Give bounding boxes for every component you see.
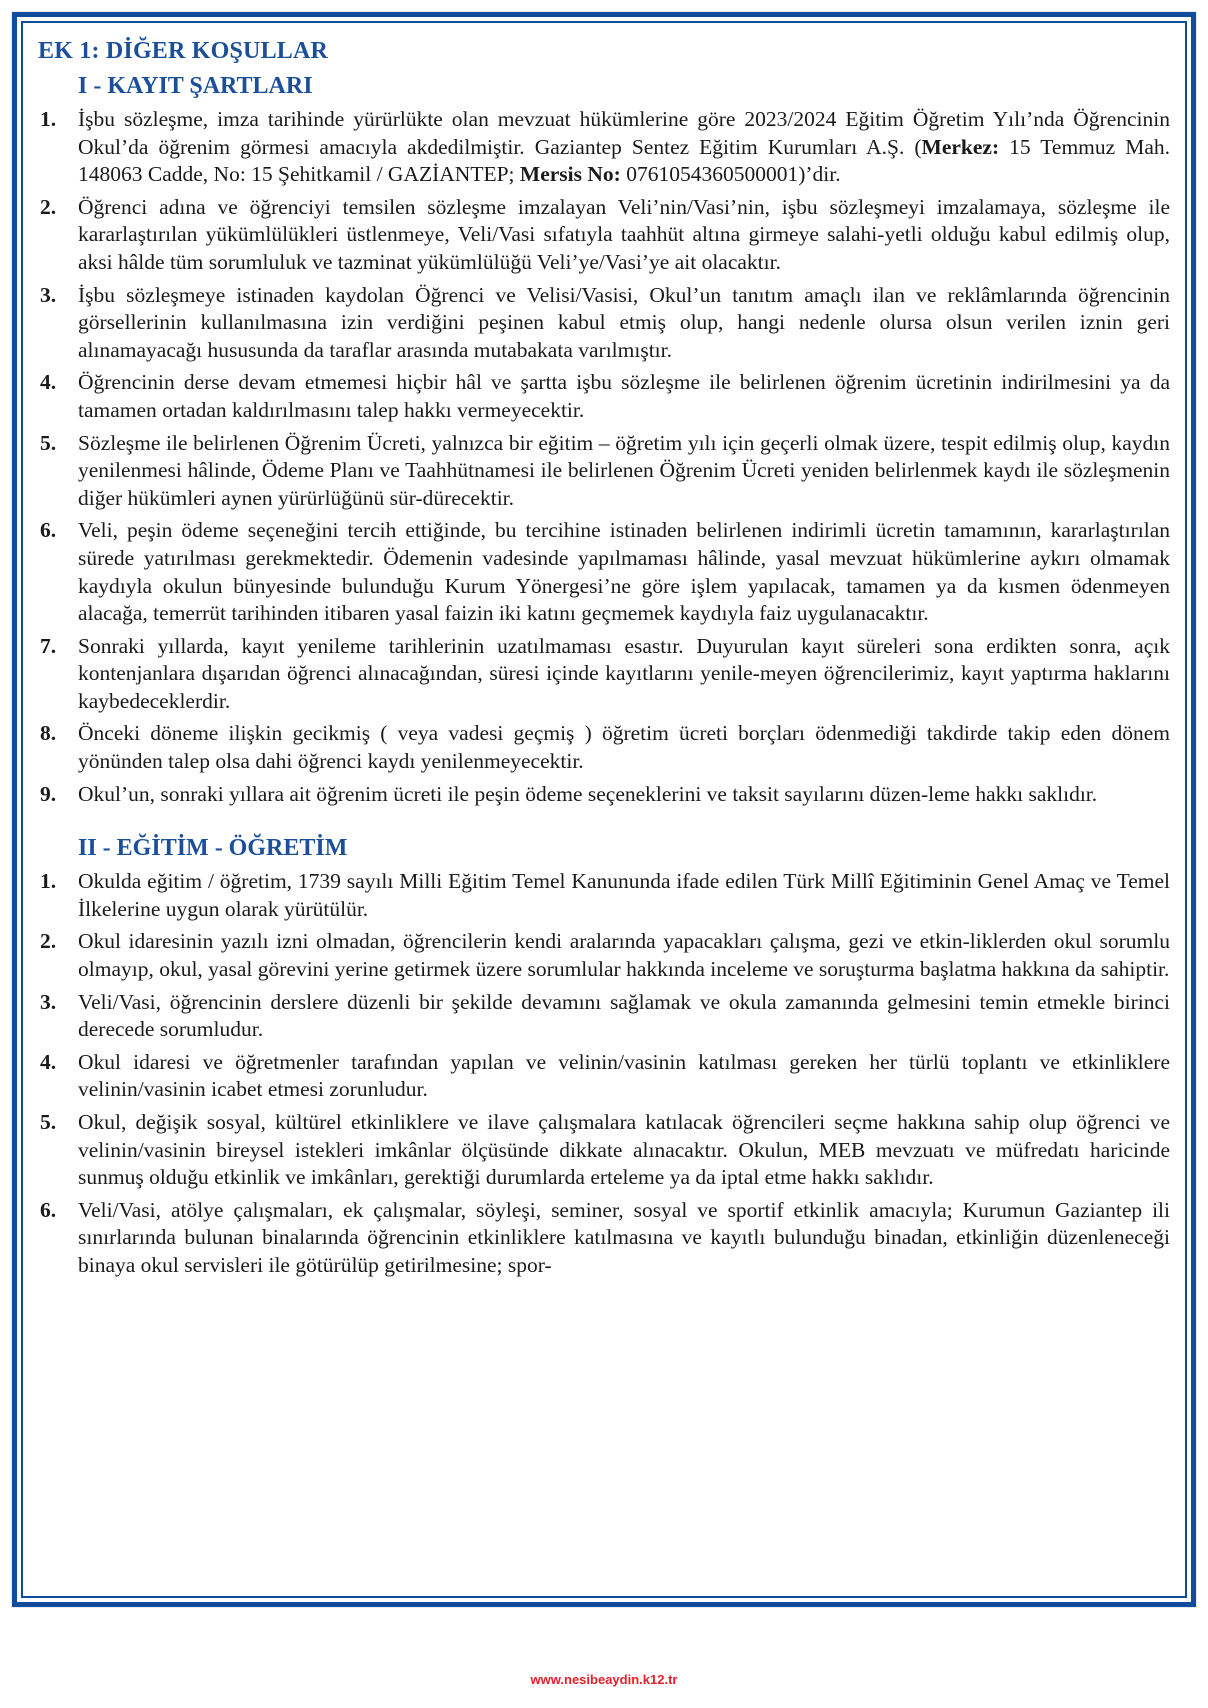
clause-number: 2. — [40, 929, 57, 954]
clause-item — [38, 1197, 1170, 1280]
clause-item — [38, 106, 1170, 189]
clause-text: Veli/Vasi, atölye çalışmaları, ek çalışmalar, söyleşi, seminer, sosyal ve sportif etkinlik amacıyla; Kurumun Gaziantep ili sınırlarında bulunan binalarında öğrencinin etkinliklere katılmasına ve kayıtlı bulunduğu binadan, etkinliğin düzenleneceği binaya okul servisleri ile götürülüp getirilmesine; spor- — [78, 1197, 1170, 1277]
document-content — [38, 34, 1170, 1285]
clause-text: Sonraki yıllarda, kayıt yenileme tarihlerinin uzatılmaması esastır. Duyurulan kayıt süreleri sona erdikten sonra, açık kontenjanlara dışarıdan öğrenci alınacağından, süresi içinde kayıtlarını yenile-meyen öğrencilerimiz, kayıt yaptırma haklarını kaybedeceklerdir. — [78, 633, 1170, 713]
clause-item — [38, 369, 1170, 424]
clause-number: 8. — [40, 721, 57, 746]
label-merkez: Merkez: — [921, 134, 1000, 159]
clause-list — [38, 868, 1170, 1279]
clause-item — [38, 868, 1170, 923]
clause-text: Öğrenci adına ve öğrenciyi temsilen sözleşme imzalayan Veli’nin/Vasi’nin, işbu sözleşmeyi imzalamaya, sözleşme ile kararlaştırılan yükümlülükleri üstlenmeye, Veli/Vasi sıfatıyla taahhüt altına girmeye salahi-yetli olduğu kabul edilmiş olup, aksi hâlde tüm sorumluluk ve tazminat yükümlülüğü Veli’ye/Vasi’ye ait olacaktır. — [78, 194, 1170, 274]
clause-number: 3. — [40, 282, 57, 307]
document-title: EK 1: DİĞER KOŞULLAR — [38, 38, 329, 64]
clause-number: 1. — [40, 869, 57, 894]
clause-item — [38, 1109, 1170, 1192]
clause-text: İşbu sözleşmeye istinaden kaydolan Öğrenci ve Velisi/Vasisi, Okul’un tanıtım amaçlı ilan ve reklâmlarında öğrencinin görsellerinin kullanılmasına izin verdiğini peşinen kabul etmiş olup, hangi nedenle olursa olsun verilen iznin geri alınamayacağı hususunda da taraflar arasında mutabakata varılmıştır. — [78, 282, 1170, 362]
clause-text: Sözleşme ile belirlenen Öğrenim Ücreti, yalnızca bir eğitim – öğretim yılı için geçerli olmak üzere, tespit edilmiş olup, kaydın yenilenmesi hâlinde, Ödeme Planı ve Taahhütnamesi ile belirlenen Öğrenim Ücreti yeniden belirlenmek kaydı ile sözleşmenin diğer hükümleri aynen yürürlüğünü sür-dürecektir. — [78, 430, 1170, 510]
clause-item — [38, 720, 1170, 775]
clause-item — [38, 928, 1170, 983]
footer-website-link[interactable]: www.nesibeaydin.k12.tr — [530, 1672, 678, 1687]
clause-item — [38, 194, 1170, 277]
clause-number: 6. — [40, 518, 57, 543]
clause-number: 7. — [40, 633, 57, 658]
clause-text: İşbu sözleşme, imza tarihinde yürürlükte olan mevzuat hükümlerine göre 2023/2024 Eğitim Öğretim Yılı’nda Öğrencinin Okul’da öğrenim görmesi amacıyla akdedilmiştir. Gaziantep Sentez Eğitim Kurumları A.Ş. (Merkez: 15 Temmuz Mah. 148063 Cadde, No: 15 Şehitkamil / GAZİANTEP; Mersis No: 0761054360500001)’dir. — [78, 107, 1170, 187]
clause-text: Okul’un, sonraki yıllara ait öğrenim ücreti ile peşin ödeme seçeneklerini ve taksit sayılarını düzen-leme hakkı saklıdır. — [78, 781, 1098, 806]
clause-number: 9. — [40, 781, 57, 806]
clause-text: Veli, peşin ödeme seçeneğini tercih ettiğinde, bu tercihine istinaden belirlenen indirimli ücretin tamamının, kararlaştırılan sürede yatırılması gerekmektedir. Ödemenin vadesinde yapılmaması hâlinde, yasal mevzuat hükümlerine aykırı olmamak kaydıyla okulun bünyesinde bulunduğu Kurum Yönergesi’ne göre işlem yapılacak, tamamen ya da kısmen ödenmeyen alacağa, temerrüt tarihinden itibaren yasal faizin iki katını geçmemek kaydıyla faiz uygulanacaktır. — [78, 518, 1170, 626]
clause-item — [38, 282, 1170, 365]
clause-number: 4. — [40, 1049, 57, 1074]
clause-item — [38, 989, 1170, 1044]
clause-number: 5. — [40, 1110, 57, 1134]
clause-text: Okul idaresinin yazılı izni olmadan, öğrencilerin kendi aralarında yapacakları çalışma, gezi ve etkin-liklerden okul sorumlu olmayıp, okul, yasal görevini yerine getirmek üzere sorumlular hakkında inceleme ve soruşturma başlatma hakkına da sahiptir. — [78, 929, 1170, 982]
section-heading: II - EĞİTİM - ÖĞRETİM — [78, 835, 348, 862]
clause-item — [38, 781, 1170, 809]
clause-number: 4. — [40, 370, 57, 395]
clause-text: Öğrencinin derse devam etmemesi hiçbir hâl ve şartta işbu sözleşme ile belirlenen öğrenim ücretinin indirilmesini ya da tamamen ortadan kaldırılmasını talep hakkı vermeyecektir. — [78, 370, 1170, 422]
clause-item — [38, 1049, 1170, 1104]
clause-text: Veli/Vasi, öğrencinin derslere düzenli bir şekilde devamını sağlamak ve okula zamanında gelmesini temin etmekle birinci derecede sorumludur. — [78, 989, 1170, 1042]
clause-item — [38, 517, 1170, 627]
clause-number: 5. — [40, 430, 57, 455]
clause-number: 2. — [40, 194, 57, 219]
section-egitim-ogretim — [38, 830, 1170, 1279]
clause-text: Okulda eğitim / öğretim, 1739 sayılı Milli Eğitim Temel Kanununda ifade edilen Türk Millî Eğitiminin Genel Amaç ve Temel İlkelerine uygun olarak yürütülür. — [78, 869, 1170, 921]
clause-number: 6. — [40, 1197, 57, 1222]
clause-text: Okul, değişik sosyal, kültürel etkinliklere ve ilave çalışmalara katılacak öğrencileri seçme hakkına sahip olup öğrenci ve velinin/vasinin bireysel istekleri imkânlar ölçüsünde dikkate alınacaktır. Okulun, MEB mevzuatı ve müfredatı haricinde sunmuş olduğu etkinlik ve imkânları, gerektiği durumlarda erteleme ya da iptal etme hakkı saklıdır. — [78, 1110, 1170, 1190]
clause-number: 1. — [40, 107, 57, 131]
clause-item — [38, 430, 1170, 513]
clause-item — [38, 633, 1170, 716]
section-kayit-sartlari — [38, 68, 1170, 808]
clause-text: Önceki döneme ilişkin gecikmiş ( veya vadesi geçmiş ) öğretim ücreti borçları ödenmediği takdirde takip eden dönem yönünden talep olsa dahi öğrenci kaydı yenilenmeyecektir. — [78, 721, 1170, 774]
clause-list — [38, 106, 1170, 808]
label-mersis: Mersis No: — [519, 162, 621, 187]
section-heading: I - KAYIT ŞARTLARI — [78, 73, 313, 99]
clause-number: 3. — [40, 989, 57, 1014]
clause-text: Okul idaresi ve öğretmenler tarafından yapılan ve velinin/vasinin katılması gereken her türlü toplantı ve etkinliklere velinin/vasinin icabet etmesi zorunludur. — [78, 1049, 1170, 1102]
